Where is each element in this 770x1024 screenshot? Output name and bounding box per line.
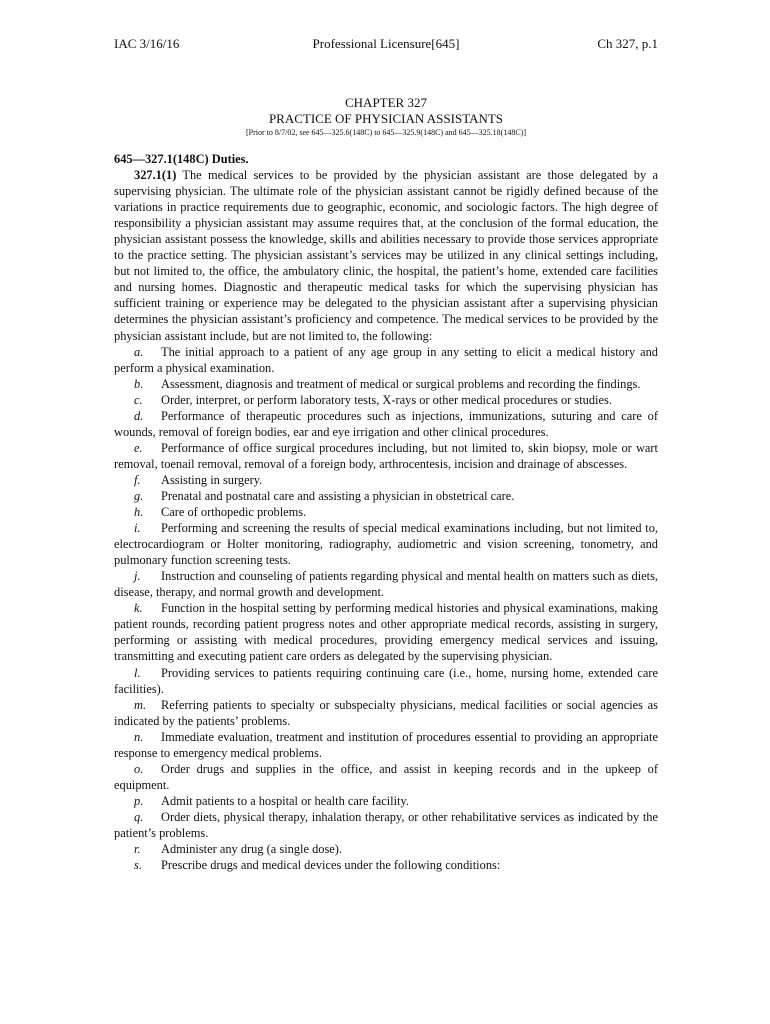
list-item-label: h. (134, 505, 144, 520)
list-item-label: p. (134, 793, 144, 808)
list-item-label: s. (134, 858, 142, 873)
list-item-label: f. (134, 472, 141, 487)
list-item (114, 520, 658, 568)
chapter-name: PRACTICE OF PHYSICIAN ASSISTANTS (268, 111, 504, 126)
list-item-label: e. (134, 440, 143, 455)
chapter-title-block (114, 95, 658, 139)
subrule-paragraph (114, 167, 658, 344)
list-item-text: Prenatal and postnatal care and assisting a physician in obstetrical care. (161, 488, 515, 503)
section-heading: 645—327.1(148C) Duties. (114, 152, 249, 166)
list-item (114, 472, 658, 488)
list-item-label: b. (134, 376, 144, 391)
list-item (114, 809, 658, 841)
list-item (114, 841, 658, 857)
list-item-label: d. (134, 408, 144, 423)
list-item-label: l. (134, 665, 141, 680)
subrule-label: 327.1(1) (134, 168, 177, 183)
list-item-label: q. (134, 809, 144, 824)
list-item-text: Performing and screening the results of special medical examinations including, but not limited to, electrocardiogram or Holter monitoring, radiography, audiometric and vision screening, tonometry, and pulmonary function screening tests. (114, 521, 658, 568)
list-item (114, 761, 658, 793)
list-item-label: m. (134, 697, 147, 712)
list-item-text: Assessment, diagnosis and treatment of medical or surgical problems and recording the findings. (161, 376, 641, 391)
list-item-text: Prescribe drugs and medical devices under the following conditions: (161, 858, 501, 873)
list-item-label: r. (134, 842, 141, 857)
list-item (114, 392, 658, 408)
list-item-text: Order drugs and supplies in the office, and assist in keeping records and in the upkeep of equipment. (114, 761, 658, 792)
list-item (114, 793, 658, 809)
list-item-label: o. (134, 761, 144, 776)
list-item-text: Instruction and counseling of patients regarding physical and mental health on matters such as diets, disease, therapy, and normal growth and development. (114, 569, 658, 600)
list-item-label: i. (134, 521, 141, 536)
list-item (114, 504, 658, 520)
list-item-text: Administer any drug (a single dose). (161, 842, 343, 857)
list-item (114, 697, 658, 729)
chapter-note: [Prior to 8/7/02, see 645—325.6(148C) to 645—325.9(148C) and 645—325.18(148C)] (246, 128, 526, 137)
header-page-ref: Ch 327, p.1 (597, 36, 658, 51)
list-item (114, 408, 658, 440)
list-item-text: Referring patients to specialty or subspecialty physicians, medical facilities or social agencies as indicated by the patients’ problems. (114, 697, 658, 728)
page-header (114, 36, 658, 54)
list-item-text: Order, interpret, or perform laboratory tests, X-rays or other medical procedures or studies. (161, 392, 612, 407)
list-item-label: k. (134, 601, 143, 616)
document-body (114, 151, 658, 873)
list-item (114, 857, 658, 873)
list-item-text: Performance of office surgical procedures including, but not limited to, skin biopsy, mole or wart removal, toenail removal, removal of a foreign body, arthrocentesis, incision and drainage of abscesses. (114, 440, 658, 471)
list-item-text: Care of orthopedic problems. (161, 505, 307, 520)
list-item-text: Performance of therapeutic procedures such as injections, immunizations, suturing and care of wounds, removal of foreign bodies, ear and eye irrigation and other clinical procedures. (114, 408, 658, 439)
list-item-text: The initial approach to a patient of any age group in any setting to elicit a medical history and perform a physical examination. (114, 344, 658, 375)
list-item-text: Immediate evaluation, treatment and institution of procedures essential to providing an appropriate response to emergency medical problems. (114, 729, 658, 760)
chapter-number: CHAPTER 327 (345, 95, 427, 110)
list-item (114, 600, 658, 664)
list-item-text: Admit patients to a hospital or health care facility. (161, 793, 409, 808)
list-item-text: Providing services to patients requiring continuing care (i.e., home, nursing home, extended care facilities). (114, 665, 658, 696)
list-item (114, 729, 658, 761)
list-item (114, 568, 658, 600)
item-list (114, 344, 658, 874)
list-item (114, 488, 658, 504)
list-item-text: Order diets, physical therapy, inhalation therapy, or other rehabilitative services as indicated by the patient’s problems. (114, 809, 658, 840)
list-item-text: Function in the hospital setting by performing medical histories and physical examinations, making patient rounds, recording patient progress notes and other appropriate medical records, assisting in surgery, performing or assisting with medical procedures, providing emergency medical services and issuing, transmitting and executing patient care orders as delegated by the supervising physician. (114, 601, 658, 664)
list-item (114, 440, 658, 472)
list-item (114, 344, 658, 376)
list-item-text: Assisting in surgery. (161, 472, 263, 487)
list-item (114, 665, 658, 697)
list-item (114, 376, 658, 392)
header-date: IAC 3/16/16 (114, 36, 180, 51)
list-item-label: c. (134, 392, 143, 407)
header-agency: Professional Licensure[645] (312, 36, 460, 51)
list-item-label: a. (134, 344, 144, 359)
list-item-label: n. (134, 729, 144, 744)
list-item-label: g. (134, 488, 144, 503)
subrule-text: The medical services to be provided by the physician assistant are those delegated by a supervising physician. The ultimate role of the physician assistant cannot be rigidly defined because of the variations in practice requirements due to geographic, economic, and sociologic factors. The high degree of responsibility a physician assistant may assume requires that, at the conclusion of the formal education, the physician assistant possess the knowledge, skills and abilities necessary to provide those services appropriate to the practice setting. The physician assistant’s services may be utilized in any clinical settings including, but not limited to, the office, the ambulatory clinic, the hospital, the patient’s home, extended care facilities and nursing homes. Diagnostic and therapeutic medical tasks for which the supervising physician has sufficient training or experience may be delegated to the physician assistant after a supervising physician determines the physician assistant’s proficiency and competence. The medical services to be provided by the physician assistant include, but are not limited to, the following: (114, 168, 658, 343)
list-item-label: j. (134, 569, 141, 584)
